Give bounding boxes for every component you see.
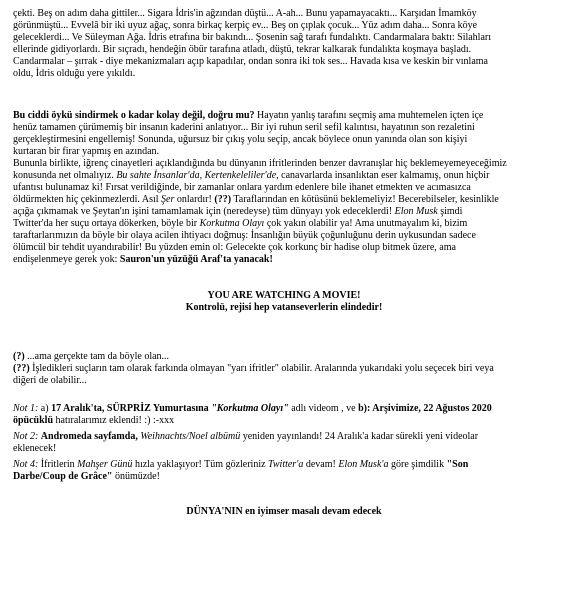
text-line: (??) İşledikleri suçların tam olarak farkında olmayan "yarı ifritler" olabilir. Aralarında yukarıdaki yolu seçecek biri veya (13, 363, 494, 374)
text-line: açığa çıkmamak ve Şeytan'ın işini tamamlamak için (neredeyse) tüm dünyayı yok edeceklerdi! Elon Musk şimdi (13, 206, 463, 217)
text-line: ölümcül bir tehdit uyandırabilir! Bu yüzden emin ol: Gelecekte çok korkunç bir hadise olup bitmek üzere, ama (13, 242, 456, 253)
text-line: kurtaran bir firar yapmış en azından. (13, 146, 160, 157)
text-line: Bununla birlikte, iğrenç cinayetleri açıklandığında bu dünyanın ifritlerinden benzer davranışlar hiç beklemeyemeyeceğimiz (13, 158, 507, 169)
closing-line: DÜNYA'NIN en iyimser masalı devam edecek (186, 506, 382, 517)
note-2: Not 2: Andromeda sayfamda, Weihnachts/Noel albümü yeniden yayınlandı! 24 Aralık'a kadar sürekli yeni videolar (13, 431, 479, 442)
text-line: konusunda net olmalıyız. Bu sahte İnsanlar'da, Kertenkeleliler'de, canavarlarda insanlıktan eser kalmamış, onun hiçbir (13, 170, 490, 181)
text-line: taraftarlarımızın da böyle bir olaya acilen ihtiyacı doğmuş: İnsanlığın büyük çoğunluğunu derin uykusundan sadece (13, 230, 476, 241)
note-1-cont: öpücüklü hatıralarımız eklendi! :) :-xxx (13, 415, 175, 426)
text-line: öldürmekten hiç çekinmezlerdi. Asıl Şer onlardır! (??) Taraflarından en kötüsünü beklemeliyiz! Becerebilseler, kesinlikle (13, 194, 499, 205)
text-line: endişelenmeye gerek yok: Sauron'un yüzüğü Araf'ta yanacak! (13, 254, 273, 265)
note-1: Not 1: a) 17 Aralık'ta, SÜRPRİZ Yumurtasına "Korkutma Olayı" adlı videom , ve b): Arşivimize, 22 Ağustos 2020 (13, 403, 492, 414)
text-line: diğeri de olabilir... (13, 375, 87, 386)
bold-question: Bu ciddi öykü sindirmek o kadar kolay değil, doğru mu? (13, 110, 255, 121)
text-line: Candarmalar – şırrak - diye mekanizmaları açıp kapadılar, ondan sonra iki tok ses... Havada kısa ve keskin bir vınlama (13, 56, 488, 67)
text-line: ufantısı bulunamaz ki! Fırsat verildiğinde, bir zamanlar onlara yardım edenlere bile ihanet etmekten ve acımasızca (13, 182, 471, 193)
note-4: Not 4: İfritlerin Mahşer Günü hızla yaklaşıyor! Tüm gözleriniz Twitter'a devam! Elon Musk'a göre şimdilik "Son (13, 459, 469, 470)
text-line: Bu ciddi öykü sindirmek o kadar kolay değil, doğru mu? Hayatın yanlış tarafını seçmiş ama muhtemelen içten içe (13, 110, 484, 121)
text-line: çekti. Beş on adım daha gittiler... Sigara İdris'in ağzından düştü... A-ah... Bunu yapamayacaktı... Karşıdan İmamköy (13, 8, 477, 19)
text-line: henüz tamamen çürümemiş bir insanın kaderini anlatıyor... Bir iyi ruhun seril sefil kalıntısı, hayatının son rezaletini (13, 122, 475, 133)
banner-title: YOU ARE WATCHING A MOVIE! (207, 290, 361, 301)
banner-subtitle: Kontrolü, rejisi hep vatanseverlerin elindedir! (185, 302, 383, 313)
text-line: oldu, İdris olduğu yere yıkıldı. (13, 68, 136, 79)
text-line: görünmüştü... Evvelâ bir iki uyuz ağaç, sonra birkaç kerpiç ev... Beş on çıplak çocuk... Yüz adım daha... Sonra köye (13, 20, 478, 31)
text-line: gerçekleştirmesini engellemiş! Sonunda, uğursuz bir çıkış yolu seçip, ancak böylece onun yanında olan son kişiyi (13, 134, 468, 145)
note-2-cont: eklenecek! (13, 443, 57, 454)
note-4-cont: Darbe/Coup de Grâce" önümüzde! (13, 471, 160, 482)
text-line: Twitter'da her suçu ortaya dökerken, böyle bir Korkutma Olayı çok yakın olabilir ya! Ama unutmayalım ki, bizim (13, 218, 468, 229)
text-line: ellerinde gidiyorlardı. Bir sıçradı, hendeğin öbür tarafına atladı, düştü, tekrar kalkarak fundalıkta koşmaya başladı. (13, 44, 472, 55)
text-line: (?) ...ama gerçekte tam da böyle olan... (13, 351, 170, 362)
text-line: geleceklerdi... Ve Süleyman Ağa. İdris etrafına bir bakındı... Şosenin sağ tarafı fundalıktı. Candarmalara baktı: Silahları (13, 32, 492, 43)
